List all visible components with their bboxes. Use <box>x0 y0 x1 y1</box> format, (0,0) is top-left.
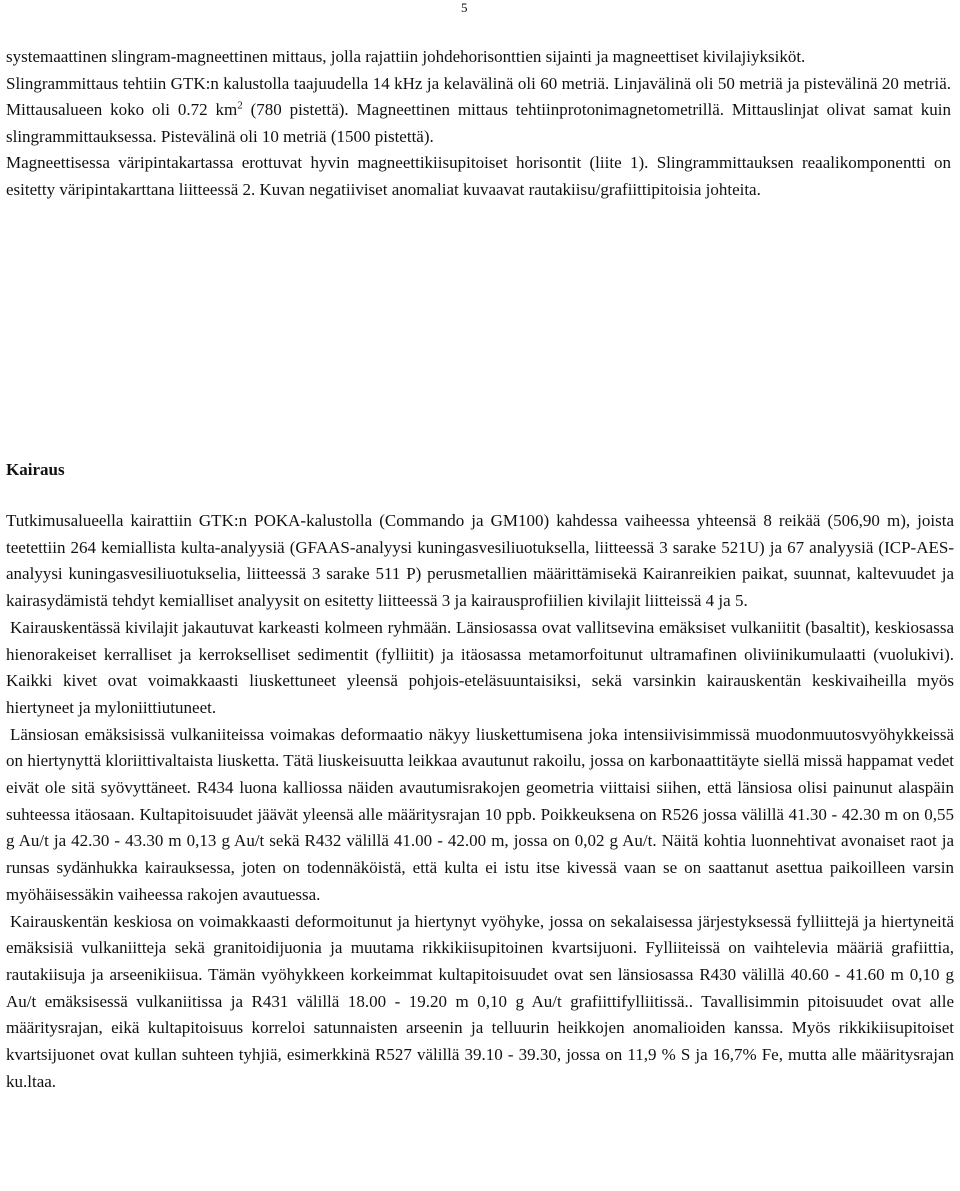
superscript-2: 2 <box>237 99 243 112</box>
body-paragraph-3: Länsiosan emäksisissä vulkaniiteissa voimakas deformaatio näkyy liuskettumisena joka intensiivisimmissä muodonmuutosvyöhykkeissä on hiertynyttä kloriittivaltaista liusketta. Tätä liuskeisuutta leikkaa avautunut rakoilu, jossa on karbonaattitäyte siellä missä happamat vedet eivät ole sitä syövyttäneet. R434 luona kalliossa näiden avautumisrakojen geometria viittaisi siihen, että länsiosa olisi painunut alaspäin suhteessa itäosaan. Kultapitoisuudet jäävät yleensä alle määritysrajan 10 ppb. Poikkeuksena on R526 jossa välillä 41.30 - 42.30 m on 0,55 g Au/t ja 42.30 - 43.30 m 0,13 g Au/t sekä R432 välillä 41.00 - 42.00 m, jossa on 0,02 g Au/t. Näitä kohtia luonnehtivat avonaiset raot ja runsas sydänhukka kairauksessa, joten on todennäköistä, että kulta ei istu itse kivessä vaan se on saattanut asettua paikoilleen varsin myöhäisessäkin vaiheessa rakojen avautuessa. <box>6 724 954 904</box>
intro-paragraph-1: systemaattinen slingram-magneettinen mittaus, jolla rajattiin johdehorisonttien sijainti ja magneettiset kivilajiyksiköt. <box>6 47 806 66</box>
body-paragraph-2: Kairauskentässä kivilajit jakautuvat karkeasti kolmeen ryhmään. Länsiosassa ovat vallitsevina emäksiset vulkaniitit (basaltit), keskiosassa hienorakeiset kerralliset ja kerrokselliset sedimentit (fylliitit) ja itäosassa metamorfoitunut ultramafinen oliviinikumulaatti (vuolukivi). Kaikki kivet ovat voimakkaasti liuskettuneet yleensä pohjois-eteläsuuntaisiksi, sekä varsinkin kairauskentän keskivaiheilla myös hiertyneet ja myloniittiutuneet. <box>6 617 954 717</box>
body-paragraph-4: Kairauskentän keskiosa on voimakkaasti deformoitunut ja hiertynyt vyöhyke, jossa on sekalaisessa järjestyksessä fylliittejä ja hiertyneitä emäksisiä vulkaniitteja sekä granitoidijuonia ja muutama rikkikiisupitoinen kvartsijuoni. Fylliiteissä on vaihtelevia määriä grafiittia, rautakiisuja ja arseenikiisua. Tämän vyöhykkeen korkeimmat kultapitoisuudet ovat sen länsiosassa R430 välillä 40.60 - 41.60 m 0,10 g Au/t emäksisessä vulkaniitissa ja R431 välillä 18.00 - 19.20 m 0,10 g Au/t grafiittifylliitissä.. Tavallisimmin pitoisuudet ovat alle määritysrajan, eikä kultapitoisuus korreloi satunnaisten arseenin ja telluurin heikkojen anomalioiden kanssa. Myös rikkikiisupitoiset kvartsijuonet ovat kullan suhteen tyhjiä, esimerkkinä R527 välillä 39.10 - 39.30, jossa on 11,9 % S ja 16,7% Fe, mutta alle määritysrajan ku.ltaa. <box>6 911 954 1091</box>
page-number: 5 <box>461 0 468 15</box>
intro-section <box>6 44 951 203</box>
section-heading: Kairaus <box>6 460 65 479</box>
intro-paragraph-2-text-a: Slingrammittaus tehtiin GTK:n kalustolla taajuudella 14 kHz ja kelavälinä oli 60 metriä. Linjavälinä oli 50 metriä ja pistevälinä 20 metriä. Mittausalueen koko oli 0.72 km <box>6 73 951 119</box>
intro-paragraph-2 <box>6 71 951 151</box>
section-body <box>6 508 954 1095</box>
intro-paragraph-2-text-b: (780 pistettä). Magneettinen mittaus tehtiinprotonimagnetometrillä. Mittauslinjat olivat samat kuin slingrammittauksessa. Pistevälinä oli 10 metriä (1500 pistettä). <box>6 100 951 146</box>
intro-paragraph-3: Magneettisessa väripintakartassa erottuvat hyvin magneettikiisupitoiset horisontit (liite 1). Slingrammittauksen reaalikomponentti on esitetty väripintakarttana liitteessä 2. Kuvan negatiiviset anomaliat kuvaavat rautakiisu/grafiittipitoisia johteita. <box>6 153 951 199</box>
body-paragraph-1: Tutkimusalueella kairattiin GTK:n POKA-kalustolla (Commando ja GM100) kahdessa vaiheessa yhteensä 8 reikää (506,90 m), joista teetettiin 264 kemiallista kulta-analyysiä (GFAAS-analyysi kuningasvesiliuotuksella, liitteessä 3 sarake 521U) ja 67 analyysiä (ICP-AES-analyysi kuningasvesiliuotukselia, liitteessä 3 sarake 511 P) perusmetallien määrittämisekä Kairanreikien paikat, suunnat, kaltevuudet ja kairasydämistä tehdyt kemialliset analyysit on esitetty liitteessä 3 ja kairausprofiilien kivilajit liitteissä 4 ja 5. <box>6 511 954 611</box>
